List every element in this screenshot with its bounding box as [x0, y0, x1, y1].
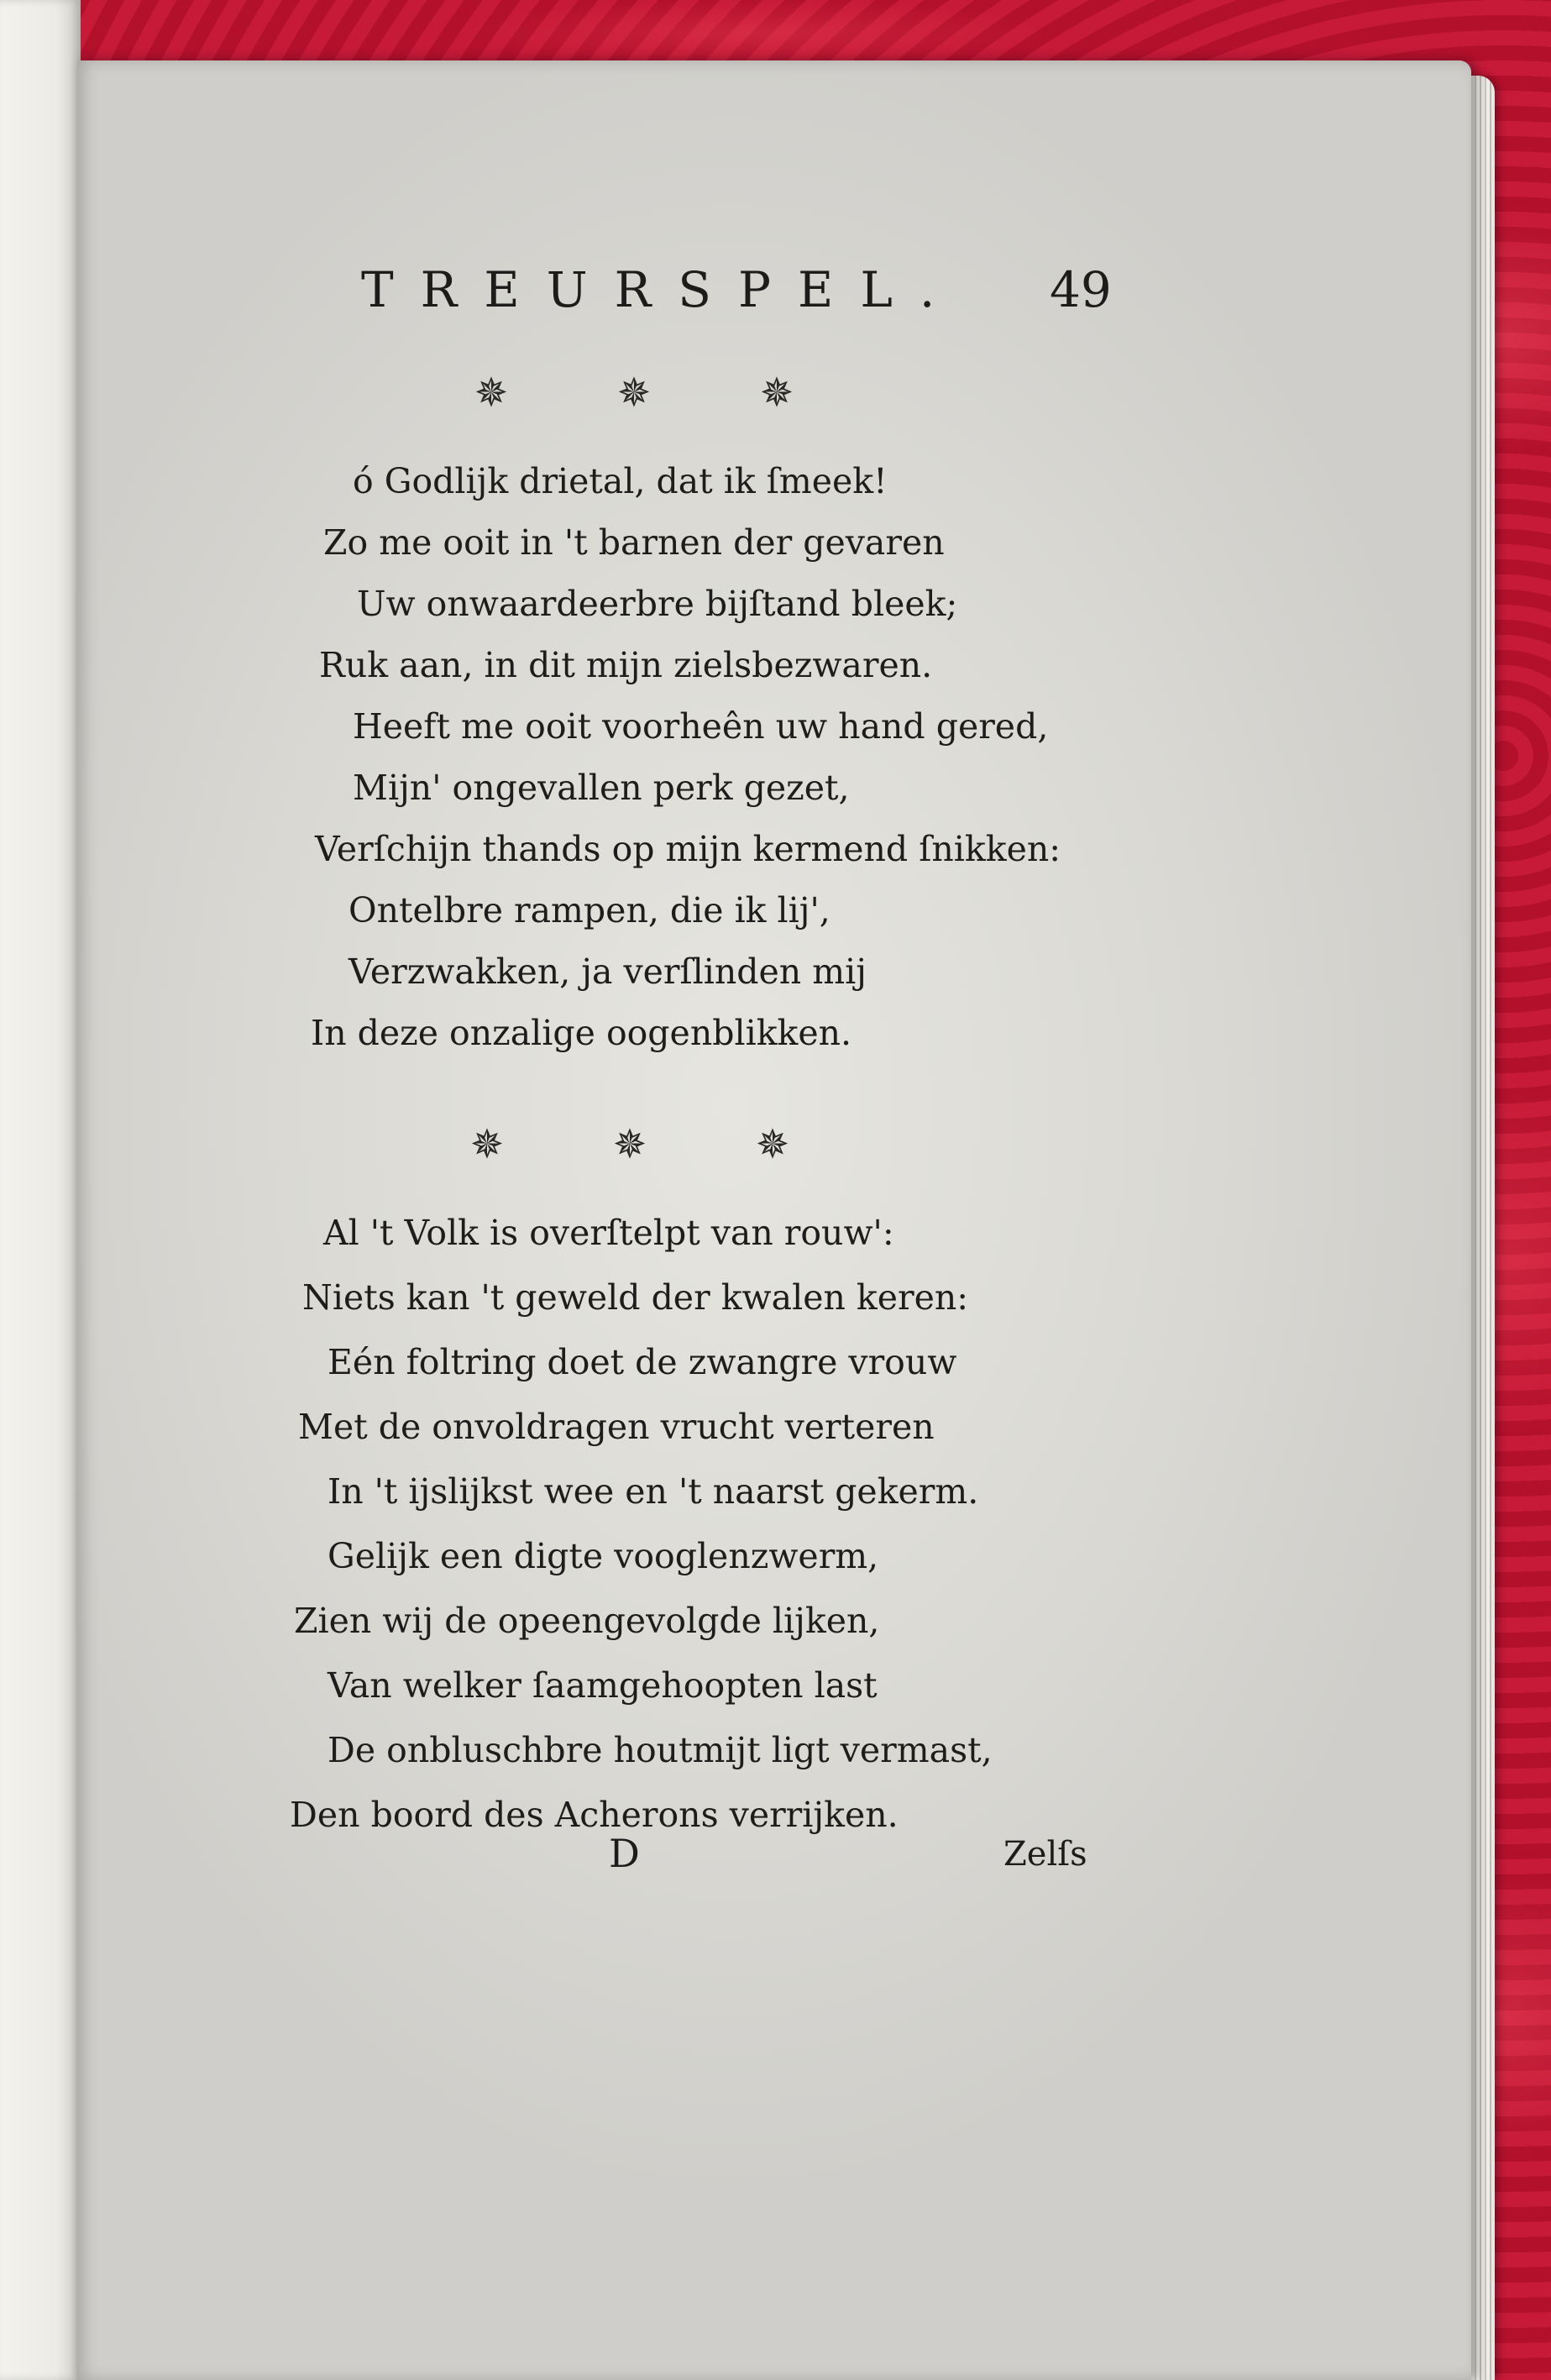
verse-line: Zo me ooit in 't barnen der gevaren	[323, 522, 945, 563]
asterism-ornament-icon: ✵	[474, 370, 509, 417]
verse-line: Niets kan 't geweld der kwalen keren:	[302, 1277, 969, 1318]
verse-line: Mijn' ongevallen perk gezet,	[353, 768, 850, 808]
verse-line: Eén foltring doet de zwangre vrouw	[327, 1342, 957, 1382]
verse-line: De onbluschbre houtmijt ligt vermast,	[327, 1730, 993, 1770]
ornament-row-top	[470, 370, 798, 417]
verse-line: Zien wij de opeengevolgde lijken,	[294, 1601, 880, 1641]
ornament-row-middle	[466, 1121, 794, 1168]
page-header	[361, 252, 1134, 328]
facing-page-edge	[0, 0, 81, 2380]
verse-line: In deze onzalige oogenblikken.	[311, 1013, 852, 1053]
catchword: Zelſs	[1003, 1835, 1087, 1874]
asterism-ornament-icon: ✵	[612, 1121, 647, 1168]
verse-line: Den boord des Acherons verrijken.	[290, 1795, 899, 1835]
asterism-ornament-icon: ✵	[469, 1121, 505, 1168]
signature-mark: D	[609, 1831, 640, 1876]
verse-line: Heeft me ooit voorheên uw hand gered,	[353, 706, 1049, 747]
asterism-ornament-icon: ✵	[616, 370, 652, 417]
verse-line: ó Godlijk drietal, dat ik ſmeek!	[353, 461, 888, 501]
verse-line: Van welker ſaamgehoopten last	[327, 1665, 878, 1706]
verse-line: Uw onwaardeerbre bijſtand bleek;	[357, 584, 958, 624]
verse-line: Ruk aan, in dit mijn zielsbezwaren.	[319, 645, 933, 685]
asterism-ornament-icon: ✵	[759, 370, 794, 417]
verse-line: Verſchijn thands op mijn kermend ſnikken:	[315, 829, 1061, 869]
verse-line: Gelijk een digte vooglenzwerm,	[327, 1536, 879, 1576]
asterism-ornament-icon: ✵	[755, 1121, 790, 1168]
verse-line: In 't ijslijkst wee en 't naarst gekerm.	[327, 1471, 979, 1512]
running-title: TREURSPEL.	[361, 261, 962, 318]
verse-line: Al 't Volk is overſtelpt van rouw':	[323, 1213, 894, 1253]
page-number: 49	[1050, 261, 1112, 318]
verse-line: Met de onvoldragen vrucht verteren	[298, 1407, 935, 1447]
verse-line: Verzwakken, ja verſlinden mij	[348, 951, 867, 992]
verse-line: Ontelbre rampen, die ik lij',	[348, 890, 831, 931]
